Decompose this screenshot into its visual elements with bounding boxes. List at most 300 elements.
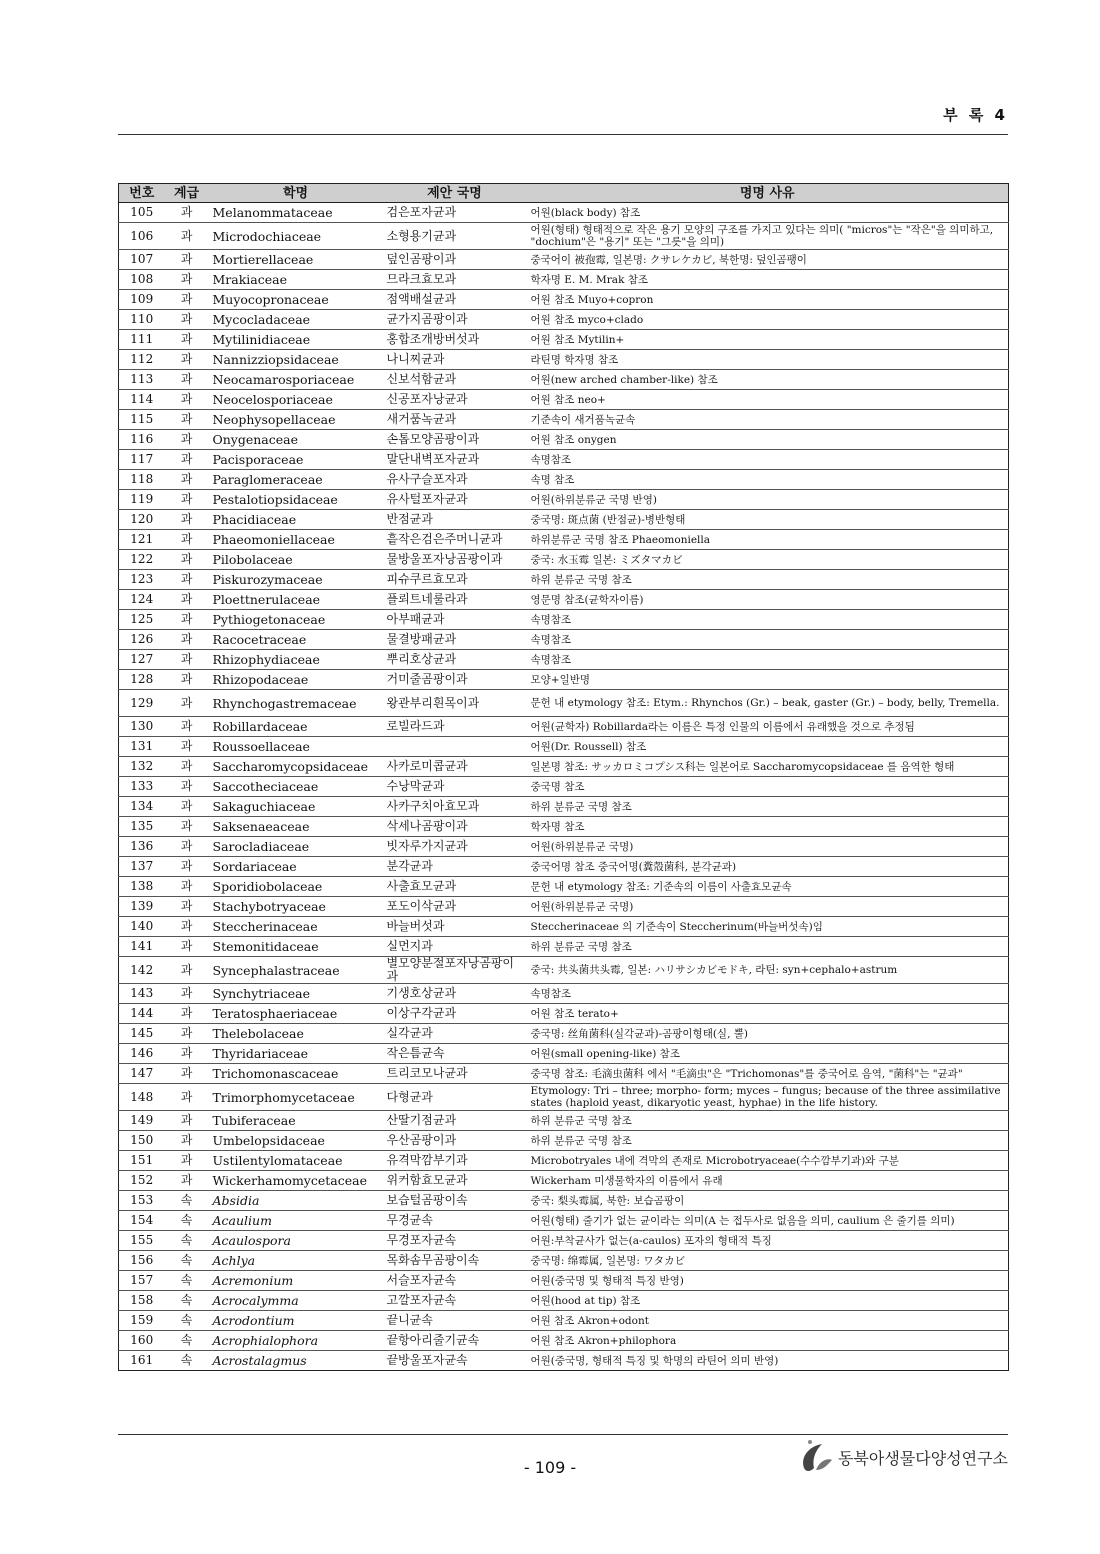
row-naming-reason: 중국: 梨头霉属, 북한: 보습곰팡이 xyxy=(530,1194,685,1207)
row-scientific-name: Pestalotiopsidaceae xyxy=(212,492,338,507)
row-naming-reason: 하위 분류군 국명 참조 xyxy=(530,940,632,953)
leaf-swirl-icon xyxy=(798,1438,834,1476)
row-korean-name: 반점균과 xyxy=(386,512,433,526)
row-naming-reason: 어원(형태) 형태적으로 작은 용기 모양의 구조를 가지고 있다는 의미( "micros"는 "작은"을 의미하고, "dochium"은 "용기" 또는 "그릇"을 의미) xyxy=(530,224,994,248)
row-rank: 과 xyxy=(180,592,193,606)
table-row xyxy=(119,1351,1009,1371)
row-korean-name xyxy=(383,737,527,757)
row-korean-name: 기생호상균과 xyxy=(386,986,457,1000)
row-scientific-name: Mrakiaceae xyxy=(212,272,287,287)
row-naming-reason: 어원(균학자) Robillarda라는 이름은 특정 인물의 이름에서 유래했을 것으로 추정됨 xyxy=(530,720,915,733)
row-naming-reason: 하위 분류군 국명 참조 xyxy=(530,1114,632,1127)
row-rank: 속 xyxy=(180,1353,193,1367)
row-scientific-name: Neocamarosporiaceae xyxy=(212,372,355,387)
row-number: 159 xyxy=(130,1313,154,1327)
row-number: 107 xyxy=(130,252,154,266)
row-rank: 과 xyxy=(180,612,193,626)
row-number: 161 xyxy=(130,1353,154,1367)
row-number: 158 xyxy=(130,1293,154,1307)
row-scientific-name: Stemonitidaceae xyxy=(212,939,319,954)
row-rank: 과 xyxy=(180,899,193,913)
table-row xyxy=(119,1251,1009,1271)
row-rank: 과 xyxy=(180,272,193,286)
row-number: 122 xyxy=(130,552,154,566)
row-rank: 과 xyxy=(180,919,193,933)
row-rank: 과 xyxy=(180,205,193,219)
row-rank: 과 xyxy=(180,352,193,366)
row-rank: 과 xyxy=(180,412,193,426)
row-scientific-name: Robillardaceae xyxy=(212,719,308,734)
row-naming-reason: 모양+일반명 xyxy=(530,673,591,686)
table-row xyxy=(119,757,1009,777)
row-naming-reason: 기준속이 새거품녹균속 xyxy=(530,413,636,426)
row-rank: 과 xyxy=(180,739,193,753)
row-number: 134 xyxy=(130,799,154,813)
row-naming-reason: 어원 참조 terato+ xyxy=(530,1007,619,1020)
row-naming-reason: 중국명 참조 xyxy=(530,780,585,793)
row-rank: 과 xyxy=(180,1006,193,1020)
table-header-row xyxy=(119,184,1009,203)
row-korean-name: 말단내벽포자균과 xyxy=(386,452,480,466)
table-row xyxy=(119,897,1009,917)
row-naming-reason: 어원(중국명, 형태적 특징 및 학명의 라틴어 의미 반영) xyxy=(530,1354,779,1367)
row-scientific-name: Saccharomycopsidaceae xyxy=(212,759,369,774)
row-korean-name: 무경포자균속 xyxy=(386,1233,457,1247)
row-korean-name: 삭세나곰팡이과 xyxy=(386,819,468,833)
row-number: 144 xyxy=(130,1006,154,1020)
row-naming-reason: 어원 참조 Mytilin+ xyxy=(530,333,625,346)
row-number: 116 xyxy=(130,432,154,446)
table-row xyxy=(119,1151,1009,1171)
row-korean-name: 우산곰팡이과 xyxy=(386,1133,457,1147)
row-naming-reason: 하위 분류군 국명 참조 xyxy=(530,1134,632,1147)
table-row xyxy=(119,350,1009,370)
row-scientific-name: Nannizziopsidaceae xyxy=(212,352,339,367)
row-scientific-name: Onygenaceae xyxy=(212,432,299,447)
table-row xyxy=(119,1291,1009,1311)
row-rank: 과 xyxy=(180,512,193,526)
row-naming-reason: 중국명: 斑点菌 (반점균)-병반형태 xyxy=(530,513,686,526)
row-korean-name: 거미줄곰팡이과 xyxy=(386,672,468,686)
row-scientific-name: Achlya xyxy=(212,1253,256,1268)
row-rank: 과 xyxy=(180,472,193,486)
row-naming-reason: 어원 참조 Muyo+copron xyxy=(530,293,654,306)
row-naming-reason: 중국명: 丝角菌科(실각균과)-곰팡이형태(실, 뿔) xyxy=(530,1027,748,1040)
row-number: 149 xyxy=(130,1113,154,1127)
row-rank: 과 xyxy=(180,492,193,506)
row-korean-name: 다형균과 xyxy=(386,1089,433,1104)
row-rank: 과 xyxy=(180,719,193,733)
row-scientific-name: Pacisporaceae xyxy=(212,452,304,467)
table-row xyxy=(119,630,1009,650)
row-scientific-name: Ploettnerulaceae xyxy=(212,592,321,607)
row-korean-name: 유사구슬포자과 xyxy=(386,472,468,486)
row-scientific-name: Sarocladiaceae xyxy=(212,839,310,854)
table-row xyxy=(119,1044,1009,1064)
row-korean-name: 작은틈균속 xyxy=(386,1046,445,1060)
row-scientific-name: Acrophialophora xyxy=(212,1333,319,1348)
row-scientific-name: Wickerhamomycetaceae xyxy=(212,1173,367,1188)
row-scientific-name: Steccherinaceae xyxy=(212,919,318,934)
row-scientific-name: Syncephalastraceae xyxy=(212,962,340,978)
row-rank: 과 xyxy=(180,1133,193,1147)
row-rank: 과 xyxy=(180,962,193,977)
table-row xyxy=(119,650,1009,670)
row-korean-name: 홍합조개방버섯과 xyxy=(386,332,480,346)
row-rank: 과 xyxy=(180,1173,193,1187)
row-naming-reason: 학자명 E. M. Mrak 참조 xyxy=(530,273,649,286)
row-number: 152 xyxy=(130,1173,154,1187)
row-scientific-name: Acrostalagmus xyxy=(212,1353,307,1368)
row-number: 146 xyxy=(130,1046,154,1060)
row-naming-reason: 중국: 水玉霉 일본: ミズタマカビ xyxy=(530,553,683,566)
table-row xyxy=(119,1064,1009,1084)
row-scientific-name: Sakaguchiaceae xyxy=(212,799,316,814)
row-scientific-name: Acrocalymma xyxy=(212,1293,299,1308)
col-header-scientific-name: 학명 xyxy=(209,184,383,203)
row-scientific-name: Sporidiobolaceae xyxy=(212,879,323,894)
row-number: 114 xyxy=(130,392,154,406)
row-korean-name: 플뢰트네룰라과 xyxy=(386,592,468,606)
row-scientific-name: Racocetraceae xyxy=(212,632,307,647)
row-rank: 속 xyxy=(180,1193,193,1207)
row-number: 121 xyxy=(130,532,154,546)
row-scientific-name: Neocelosporiaceae xyxy=(212,392,333,407)
row-number: 105 xyxy=(130,205,154,219)
row-rank: 속 xyxy=(180,1313,193,1327)
row-rank: 과 xyxy=(180,228,193,243)
table-row xyxy=(119,610,1009,630)
row-naming-reason: 중국: 共头菌共头霉, 일본: ハリサシカビモドキ, 라틴: syn+cephalo+astrum xyxy=(530,964,898,976)
row-naming-reason: 속명참조 xyxy=(530,613,572,626)
table-row xyxy=(119,957,1009,984)
table-row xyxy=(119,857,1009,877)
row-number: 117 xyxy=(130,452,154,466)
row-naming-reason: 문헌 내 etymology 참조: Etym.: Rhynchos (Gr.) – beak, gaster (Gr.) – body, belly, Tremella. xyxy=(530,697,1000,709)
row-number: 141 xyxy=(130,939,154,953)
row-korean-name: 별모양분절포자낭곰팡이과 xyxy=(386,956,515,983)
row-naming-reason: 일본명 참조: サッカロミコプシス科는 일본어로 Saccharomycopsidaceae 를 음역한 형태 xyxy=(530,760,955,773)
table-row xyxy=(119,1271,1009,1291)
row-scientific-name: Thyridariaceae xyxy=(212,1046,309,1061)
row-scientific-name: Mytilinidiaceae xyxy=(212,332,311,347)
row-rank: 과 xyxy=(180,292,193,306)
row-scientific-name: Acremonium xyxy=(212,1273,294,1288)
row-korean-name: 산딸기점균과 xyxy=(386,1113,457,1127)
row-number: 155 xyxy=(130,1233,154,1247)
row-naming-reason: 라틴명 학자명 참조 xyxy=(530,353,619,366)
row-rank: 속 xyxy=(180,1213,193,1227)
row-number: 127 xyxy=(130,652,154,666)
row-rank: 과 xyxy=(180,532,193,546)
row-number: 126 xyxy=(130,632,154,646)
row-number: 153 xyxy=(130,1193,154,1207)
table-row xyxy=(119,937,1009,957)
row-korean-name: 수낭막균과 xyxy=(386,779,445,793)
row-naming-reason: 어원(중국명 및 형태적 특징 반영) xyxy=(530,1274,684,1287)
row-number: 109 xyxy=(130,292,154,306)
row-number: 106 xyxy=(130,228,154,243)
table-row xyxy=(119,1331,1009,1351)
row-number: 111 xyxy=(130,332,154,346)
row-scientific-name: Paraglomeraceae xyxy=(212,472,323,487)
table-row xyxy=(119,590,1009,610)
row-number: 157 xyxy=(130,1273,154,1287)
row-korean-name: 분각균과 xyxy=(386,859,433,873)
row-korean-name: 바늘버섯과 xyxy=(386,919,445,933)
row-rank: 과 xyxy=(180,392,193,406)
row-naming-reason: 속명 참조 xyxy=(530,473,575,486)
row-rank: 과 xyxy=(180,372,193,386)
row-scientific-name: Neophysopellaceae xyxy=(212,412,336,427)
row-korean-name: 점액배설균과 xyxy=(386,292,457,306)
table-row xyxy=(119,1311,1009,1331)
row-naming-reason: 어원(hood at tip) 참조 xyxy=(530,1294,641,1307)
row-number: 136 xyxy=(130,839,154,853)
row-rank: 과 xyxy=(180,432,193,446)
row-number: 115 xyxy=(130,412,154,426)
row-naming-reason: 중국어명 참조 중국어명(糞殼菌科, 분각균과) xyxy=(530,860,737,873)
row-korean-name: 아부패균과 xyxy=(386,612,445,626)
table-row xyxy=(119,510,1009,530)
row-number: 120 xyxy=(130,512,154,526)
table-row xyxy=(119,670,1009,690)
row-number: 123 xyxy=(130,572,154,586)
table-row xyxy=(119,1211,1009,1231)
table-row xyxy=(119,917,1009,937)
row-naming-reason: 어원 참조 Akron+odont xyxy=(530,1314,649,1327)
row-korean-name: 물방울포자낭곰팡이과 xyxy=(386,552,503,566)
row-number: 140 xyxy=(130,919,154,933)
row-scientific-name: Roussoellaceae xyxy=(212,739,310,754)
row-naming-reason: 중국어이 被孢霉, 일본명: クサレケカビ, 북한명: 덮인곰팽이 xyxy=(530,253,807,266)
row-korean-name: 끝항아리줄기균속 xyxy=(386,1333,480,1347)
row-rank: 과 xyxy=(180,252,193,266)
row-rank: 과 xyxy=(180,552,193,566)
row-number: 154 xyxy=(130,1213,154,1227)
row-number: 143 xyxy=(130,986,154,1000)
row-naming-reason: 중국명: 绵霉属, 일본명: ワタカビ xyxy=(530,1254,686,1267)
row-rank: 과 xyxy=(180,879,193,893)
row-korean-name: 신보석함균과 xyxy=(386,372,457,386)
row-rank: 과 xyxy=(180,572,193,586)
row-number: 118 xyxy=(130,472,154,486)
table-row xyxy=(119,430,1009,450)
row-rank: 과 xyxy=(180,839,193,853)
row-scientific-name: Mycocladaceae xyxy=(212,312,311,327)
row-naming-reason: Wickerham 미생물학자의 이름에서 유래 xyxy=(530,1174,723,1187)
row-number: 128 xyxy=(130,672,154,686)
row-korean-name: 덮인곰팡이과 xyxy=(386,252,457,266)
row-naming-reason: 어원 참조 onygen xyxy=(530,433,617,446)
row-korean-name: 흩작은검은주머니균과 xyxy=(386,532,503,546)
row-naming-reason: 어원(하위분류군 국명 반영) xyxy=(530,493,657,506)
row-rank: 과 xyxy=(180,986,193,1000)
table-row xyxy=(119,1231,1009,1251)
table-row xyxy=(119,777,1009,797)
row-number: 138 xyxy=(130,879,154,893)
row-scientific-name: Acaulospora xyxy=(212,1233,291,1248)
row-naming-reason: 어원 참조 Akron+philophora xyxy=(530,1334,677,1347)
col-header-rank: 계급 xyxy=(165,184,209,203)
row-scientific-name: Acrodontium xyxy=(212,1313,295,1328)
table-row xyxy=(119,390,1009,410)
row-scientific-name: Rhizopodaceae xyxy=(212,672,309,687)
row-rank: 과 xyxy=(180,859,193,873)
table-row xyxy=(119,1084,1009,1111)
row-scientific-name: Trichomonascaceae xyxy=(212,1066,339,1081)
row-korean-name: 사출효모균과 xyxy=(386,879,457,893)
row-korean-name: 유격막깜부기과 xyxy=(386,1153,468,1167)
row-korean-name: 균가지곰팡이과 xyxy=(386,312,468,326)
row-naming-reason: 속명참조 xyxy=(530,453,572,466)
table-row xyxy=(119,1131,1009,1151)
row-korean-name: 므라크효모과 xyxy=(386,272,457,286)
row-naming-reason: 학자명 참조 xyxy=(530,820,585,833)
row-scientific-name: Phacidiaceae xyxy=(212,512,297,527)
row-number: 145 xyxy=(130,1026,154,1040)
row-naming-reason: 속명참조 xyxy=(530,987,572,1000)
institute-logo xyxy=(798,1438,1008,1476)
row-korean-name: 빗자루가지균과 xyxy=(386,839,468,853)
row-number: 151 xyxy=(130,1153,154,1167)
row-scientific-name: Saccotheciaceae xyxy=(212,779,319,794)
row-scientific-name: Muyocopronaceae xyxy=(212,292,329,307)
row-number: 156 xyxy=(130,1253,154,1267)
row-naming-reason: 어원(Dr. Roussell) 참조 xyxy=(530,740,647,753)
row-scientific-name: Trimorphomycetaceae xyxy=(212,1089,355,1105)
row-scientific-name: Thelebolaceae xyxy=(212,1026,304,1041)
row-scientific-name: Ustilentylomataceae xyxy=(212,1153,343,1168)
row-naming-reason: 어원 참조 neo+ xyxy=(530,393,606,406)
table-row xyxy=(119,530,1009,550)
row-scientific-name: Rhizophydiaceae xyxy=(212,652,320,667)
row-korean-name: 끝방울포자균속 xyxy=(386,1353,468,1367)
table-row xyxy=(119,984,1009,1004)
table-row xyxy=(119,410,1009,430)
row-korean-name: 왕관부리흰목이과 xyxy=(386,695,480,710)
row-number: 110 xyxy=(130,312,154,326)
row-korean-name: 로빌라드과 xyxy=(386,719,445,733)
row-naming-reason: Microbotryales 내에 격막의 존재로 Microbotryaceae(수수깜부기과)와 구분 xyxy=(530,1154,899,1167)
row-korean-name: 서슬포자균속 xyxy=(386,1273,457,1287)
row-korean-name: 손톱모양곰팡이과 xyxy=(386,432,480,446)
appendix-title: 부 록 4 xyxy=(943,106,1008,124)
row-korean-name: 포도이삭균과 xyxy=(386,899,457,913)
row-naming-reason: 중국명 참조: 毛滴虫菌科 에서 "毛滴虫"은 "Trichomonas"를 중국어로 음역, "菌科"는 "균과" xyxy=(530,1067,963,1080)
row-number: 112 xyxy=(130,352,154,366)
row-korean-name: 보습털곰팡이속 xyxy=(386,1193,468,1207)
row-rank: 과 xyxy=(180,1046,193,1060)
row-korean-name: 무경균속 xyxy=(386,1213,433,1227)
row-korean-name: 사카로미콥균과 xyxy=(386,759,468,773)
row-rank: 과 xyxy=(180,939,193,953)
row-naming-reason: Etymology: Tri – three; morpho- form; myces – fungus; because of the three assimilative states (haploid yeast, dikaryotic yeast, hyphae) in the life history. xyxy=(530,1085,1001,1109)
row-korean-name: 물결방패균과 xyxy=(386,632,457,646)
row-rank: 과 xyxy=(180,695,193,710)
row-naming-reason: 속명참조 xyxy=(530,653,572,666)
row-naming-reason: 문헌 내 etymology 참조: 기준속의 이름이 사출효모균속 xyxy=(530,880,792,893)
row-number: 139 xyxy=(130,899,154,913)
row-rank: 과 xyxy=(180,759,193,773)
table-row xyxy=(119,490,1009,510)
page-number: - 109 - xyxy=(523,1458,577,1477)
row-rank: 과 xyxy=(180,652,193,666)
row-korean-name: 트리코모나균과 xyxy=(386,1066,468,1080)
row-number: 113 xyxy=(130,372,154,386)
row-naming-reason: Steccherinaceae 의 기준속이 Steccherinum(바늘버섯속)임 xyxy=(530,920,823,933)
row-number: 148 xyxy=(130,1089,154,1104)
table-row xyxy=(119,370,1009,390)
row-scientific-name: Pilobolaceae xyxy=(212,552,293,567)
row-scientific-name: Acaulium xyxy=(212,1213,272,1228)
table-row xyxy=(119,550,1009,570)
row-scientific-name: Microdochiaceae xyxy=(212,228,322,244)
row-scientific-name: Absidia xyxy=(212,1193,260,1208)
row-scientific-name: Pythiogetonaceae xyxy=(212,612,326,627)
row-number: 150 xyxy=(130,1133,154,1147)
row-rank: 과 xyxy=(180,1026,193,1040)
row-rank: 과 xyxy=(180,672,193,686)
row-korean-name: 유사털포자균과 xyxy=(386,492,468,506)
table-row xyxy=(119,270,1009,290)
row-rank: 속 xyxy=(180,1293,193,1307)
row-korean-name: 실먼지과 xyxy=(386,939,433,953)
table-row xyxy=(119,1191,1009,1211)
row-korean-name: 실각균과 xyxy=(386,1026,433,1040)
table-row xyxy=(119,330,1009,350)
row-number: 108 xyxy=(130,272,154,286)
row-number: 124 xyxy=(130,592,154,606)
table-row xyxy=(119,310,1009,330)
row-naming-reason: 어원(형태) 줄기가 없는 균이라는 의미(A 는 접두사로 없음을 의미, caulium 은 줄기를 의미) xyxy=(530,1214,955,1227)
row-rank: 과 xyxy=(180,799,193,813)
footer-rule xyxy=(118,1434,1008,1435)
row-number: 130 xyxy=(130,719,154,733)
row-number: 129 xyxy=(130,695,154,710)
row-scientific-name: Saksenaeaceae xyxy=(212,819,310,834)
table-row xyxy=(119,877,1009,897)
row-rank: 속 xyxy=(180,1253,193,1267)
row-scientific-name: Umbelopsidaceae xyxy=(212,1133,325,1148)
row-number: 119 xyxy=(130,492,154,506)
row-number: 133 xyxy=(130,779,154,793)
row-rank: 과 xyxy=(180,332,193,346)
row-rank: 속 xyxy=(180,1233,193,1247)
row-naming-reason: 어원(하위분류군 국명) xyxy=(530,840,634,853)
table-row xyxy=(119,1111,1009,1131)
row-korean-name: 사카구치아효모과 xyxy=(386,799,480,813)
row-scientific-name: Melanommataceae xyxy=(212,205,333,220)
row-korean-name: 신공포자낭균과 xyxy=(386,392,468,406)
row-scientific-name: Piskurozymaceae xyxy=(212,572,323,587)
row-rank: 속 xyxy=(180,1333,193,1347)
row-naming-reason: 영문명 참조(균학자이름) xyxy=(530,593,644,606)
row-number: 135 xyxy=(130,819,154,833)
table-row xyxy=(119,1024,1009,1044)
row-korean-name: 소형용기균과 xyxy=(386,228,457,243)
row-number: 160 xyxy=(130,1333,154,1347)
row-rank: 과 xyxy=(180,1153,193,1167)
row-rank: 과 xyxy=(180,632,193,646)
table-row xyxy=(119,450,1009,470)
row-scientific-name: Rhynchogastremaceae xyxy=(212,695,357,711)
table-row xyxy=(119,203,1009,223)
row-rank: 과 xyxy=(180,1066,193,1080)
row-korean-name: 새거품녹균과 xyxy=(386,412,457,426)
row-scientific-name: Synchytriaceae xyxy=(212,986,310,1001)
table-row xyxy=(119,570,1009,590)
